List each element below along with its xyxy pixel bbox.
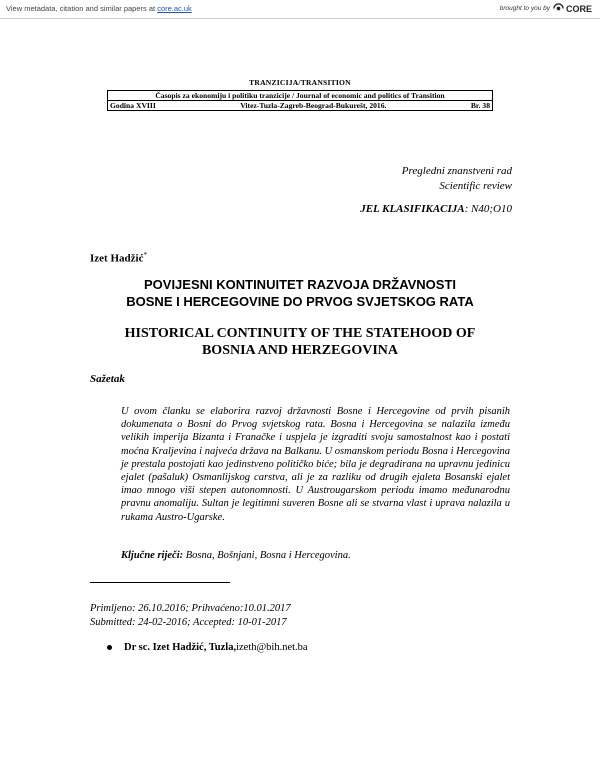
journal-cities: Vitez-Tuzla-Zagreb-Beograd-Bukurešt, 2016. [240, 101, 387, 110]
author-name [90, 251, 147, 265]
keywords [121, 550, 351, 561]
abstract-text: U ovom članku se elaborira razvoj državnosti Bosne i Hercegovine od prvih pisanih dokumenata o Bosni do Prvog svjetskog rata. Bosna i Hercegovina se nalazila između velikih imperija Bizanta i Franačke i uspjela je izgraditi svoju samostalnost kao i postati moćna Kraljevina i najveća država na Balkanu. U osmanskom periodu Bosna i Hercegovina je prestala postojati kao jedinstveno političko biće; bila je degradirana na upravnu jedinicu ejalet (pašaluk) Osmanlijskog carstva, ali je za razliku od drugih ejaleta Bosanski ejalet imao mnogo viši stepen autonomnosti. U Austrougarskom periodu imamo međunarodnu pravnu anomaliju. Sultan je legitimni suveren Bosne ali se stvarna vlast i uprava nalazila u rukama Austro-Ugarske. [121, 406, 510, 523]
article-type-local: Pregledni znanstveni rad [401, 165, 512, 177]
jel-classification [360, 203, 512, 215]
journal-header [107, 78, 493, 111]
title-english-line2: BOSNIA AND HERZEGOVINA [201, 343, 399, 358]
journal-number: Br. 38 [470, 101, 490, 110]
journal-year: Godina XVIII [110, 101, 156, 110]
metadata-notice-text: View metadata, citation and similar papers at [6, 4, 158, 13]
journal-subtitle: Časopis za ekonomiju i politiku tranzicije / Journal of economic and politics of Transition [107, 90, 493, 101]
article-type [402, 164, 512, 194]
core-brand [553, 3, 592, 14]
metadata-notice [6, 4, 192, 13]
dates-local: Primljeno: 26.10.2016; Prihvaćeno:10.01.2017 [90, 603, 291, 614]
core-link[interactable]: core.ac.uk [157, 4, 192, 13]
footnote-email: izeth@bih.net.ba [236, 642, 308, 653]
article-type-english: Scientific review [439, 180, 512, 192]
title-local-line1: POVIJESNI KONTINUITET RAZVOJA DRŽAVNOSTI [143, 277, 457, 292]
footnote-mark: * [143, 251, 147, 259]
keywords-values: Bosna, Bošnjani, Bosna i Hercegovina. [183, 550, 351, 561]
keywords-label: Ključne riječi: [121, 550, 184, 561]
author-footnote [107, 642, 308, 653]
jel-codes: : N40;O10 [464, 203, 512, 215]
title-local [90, 276, 510, 310]
dates-english: Submitted: 24-02-2016; Accepted: 10-01-2017 [90, 616, 287, 628]
footnote-divider [90, 582, 230, 583]
footnote-author: Dr sc. Izet Hadžić, Tuzla, [124, 642, 237, 653]
abstract-heading: Sažetak [90, 373, 125, 385]
title-english-line1: HISTORICAL CONTINUITY OF THE STATEHOOD OF [124, 326, 476, 341]
core-logo-icon [553, 3, 564, 14]
journal-title: TRANZICIJA/TRANSITION [249, 78, 351, 87]
provider-credit[interactable] [500, 3, 592, 14]
author-name-text: Izet Hadžić [90, 252, 144, 265]
submission-dates [90, 602, 291, 629]
title-local-line2: BOSNE I HERCEGOVINE DO PRVOG SVJETSKOG RATA [126, 294, 474, 309]
brought-by-text: brought to you by [499, 5, 550, 12]
core-label: CORE [565, 3, 592, 14]
core-banner [0, 0, 600, 19]
bullet-icon [107, 645, 112, 650]
journal-issue-row [107, 101, 493, 111]
title-english [90, 325, 510, 359]
jel-label: JEL KLASIFIKACIJA [360, 203, 465, 215]
